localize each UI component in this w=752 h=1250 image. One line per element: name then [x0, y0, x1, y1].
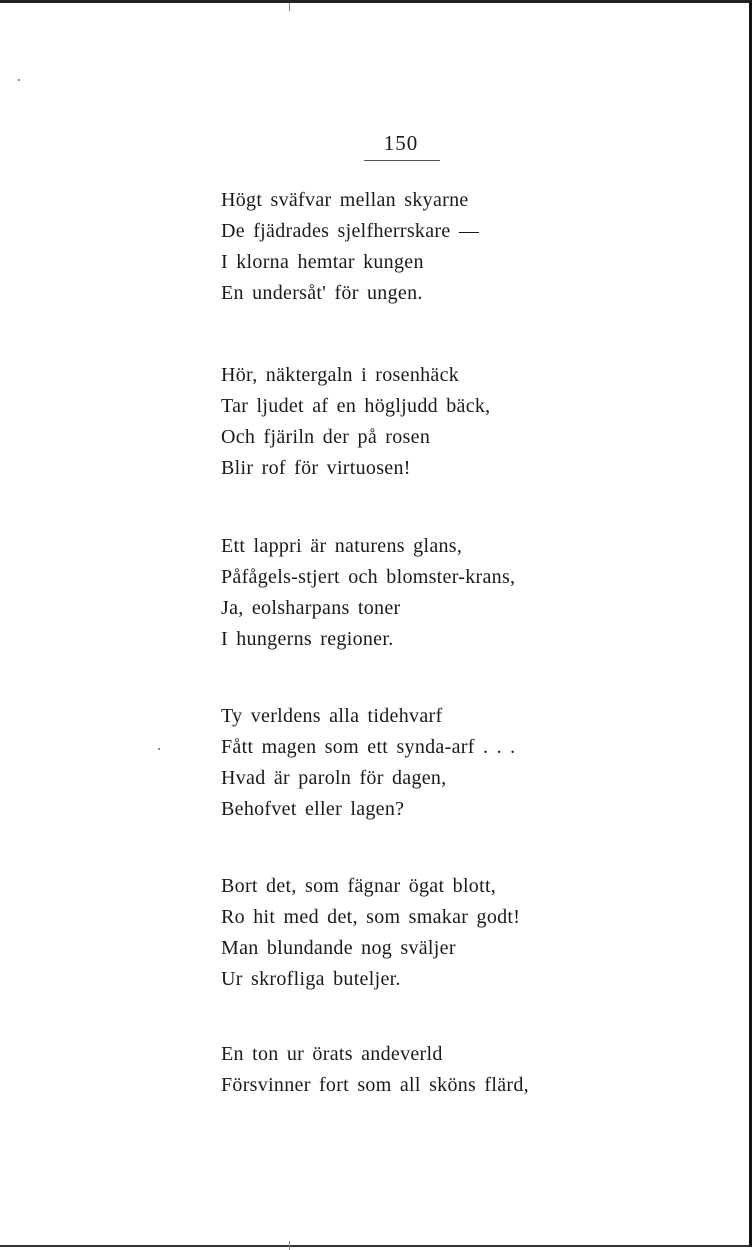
poem-line: Bort det, som fägnar ögat blott,	[221, 875, 497, 897]
page-number-rule	[364, 160, 440, 161]
poem-line: Man blundande nog sväljer	[221, 937, 456, 959]
poem-line: I klorna hemtar kungen	[221, 251, 424, 273]
poem-line: Fått magen som ett synda-arf . . .	[221, 736, 516, 758]
poem-line: En undersåt' för ungen.	[221, 282, 423, 304]
poem-line: Ty verldens alla tidehvarf	[221, 705, 443, 727]
scan-tick	[289, 1241, 290, 1250]
poem-line: Ro hit med det, som smakar godt!	[221, 906, 521, 928]
stanza-6	[221, 1039, 581, 1101]
poem-line: Ja, eolsharpans toner	[221, 597, 401, 619]
stanza-3	[221, 531, 581, 655]
stanza-1	[221, 185, 581, 309]
poem-line: Behofvet eller lagen?	[221, 798, 405, 820]
poem-line: Blir rof för virtuosen!	[221, 457, 411, 479]
poem-line: Hör, näktergaln i rosenhäck	[221, 364, 460, 386]
poem-line: De fjädrades sjelfherrskare —	[221, 220, 480, 242]
poem-line: Högt sväfvar mellan skyarne	[221, 189, 469, 211]
poem-line: I hungerns regioner.	[221, 628, 394, 650]
poem-line: En ton ur örats andeverld	[221, 1043, 443, 1065]
stanza-2	[221, 360, 581, 484]
poem-line: Hvad är paroln för dagen,	[221, 767, 447, 789]
poem-line: Ett lappri är naturens glans,	[221, 535, 463, 557]
stanza-5	[221, 871, 581, 995]
poem-line: Påfågels-stjert och blomster-krans,	[221, 566, 516, 588]
scan-speck	[158, 748, 160, 750]
poem-line: Tar ljudet af en högljudd bäck,	[221, 395, 491, 417]
scan-speck	[18, 79, 20, 81]
stanza-4	[221, 701, 581, 825]
poem-line: Och fjäriln der på rosen	[221, 426, 431, 448]
poem-line: Ur skrofliga buteljer.	[221, 968, 401, 990]
poem-line: Försvinner fort som all sköns flärd,	[221, 1074, 529, 1096]
scan-tick	[289, 3, 290, 11]
page-number: 150	[383, 131, 419, 155]
